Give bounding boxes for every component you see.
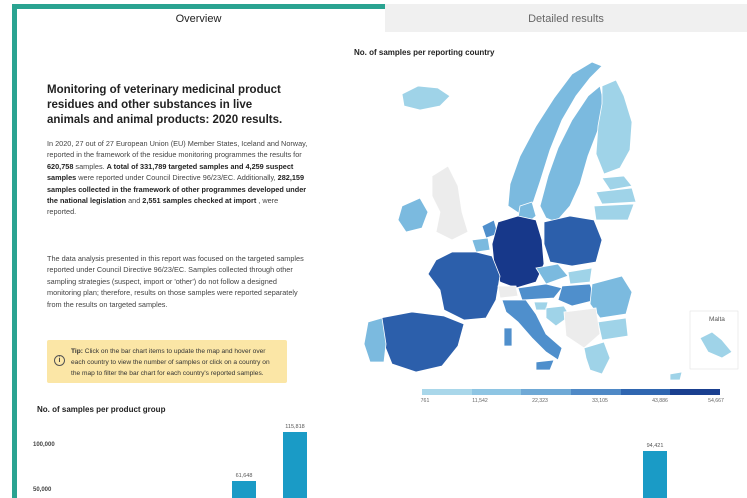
legend-tick: 54,667 bbox=[708, 398, 724, 404]
country-italy-sicily[interactable] bbox=[536, 360, 554, 370]
map-title: No. of samples per reporting country bbox=[354, 48, 495, 57]
bar[interactable] bbox=[283, 432, 307, 498]
intro-text: were reported under Council Directive 96/23/EC. Additionally, bbox=[76, 173, 278, 183]
targeted-samples: A total of 331,789 targeted samples and 4,259 suspect samples bbox=[47, 161, 294, 183]
country-italy-sardinia[interactable] bbox=[504, 328, 512, 346]
country-belgium[interactable] bbox=[472, 238, 490, 252]
country-bulgaria[interactable] bbox=[598, 318, 628, 340]
y-tick-label: 100,000 bbox=[33, 442, 55, 448]
country-malta[interactable] bbox=[700, 332, 732, 358]
country-cyprus[interactable] bbox=[670, 372, 682, 380]
report-title: Monitoring of veterinary medicinal product residues and other substances in live animals and animal products: 2020 results. bbox=[47, 84, 283, 126]
europe-map[interactable] bbox=[340, 56, 740, 391]
country-austria[interactable] bbox=[518, 284, 562, 300]
info-icon: i bbox=[54, 355, 65, 366]
tab-detailed-results[interactable]: Detailed results bbox=[385, 4, 747, 32]
tab-overview[interactable]: Overview bbox=[12, 4, 385, 38]
country-estonia[interactable] bbox=[602, 176, 632, 190]
country-lithuania[interactable] bbox=[594, 204, 634, 220]
country-spain[interactable] bbox=[380, 312, 464, 372]
analysis-paragraph: The data analysis presented in this report was focused on the targeted samples reported under Council Directive 96/23/EC. Samples collected through other sampling strategies (suspect, import or 'other') do not follow a designed monitoring plan; therefore, results on those samples were reported separately from the results on targeted samples. bbox=[47, 254, 304, 309]
intro-text: In 2020, 27 out of 27 European Union (EU) Member States, Iceland and Norway, reported in the framework of the residue monitoring programmes the results for bbox=[47, 139, 308, 160]
country-portugal[interactable] bbox=[364, 318, 386, 362]
tip-label: Tip: bbox=[71, 348, 83, 355]
total-samples: 620,758 bbox=[47, 161, 74, 171]
bar-value-label: 61,648 bbox=[235, 472, 253, 479]
legend-tick: 33,105 bbox=[592, 398, 608, 404]
active-tab-indicator bbox=[12, 4, 385, 9]
legend-tick: 11,542 bbox=[472, 398, 488, 404]
legend-tick: 22,323 bbox=[532, 398, 548, 404]
malta-label: Malta bbox=[709, 316, 725, 323]
country-latvia[interactable] bbox=[596, 188, 636, 204]
legend-tick: 43,886 bbox=[652, 398, 668, 404]
import-samples: 2,551 samples checked at import bbox=[142, 196, 257, 206]
intro-text: samples. bbox=[73, 161, 107, 171]
intro-text: , were reported. bbox=[47, 196, 279, 217]
legend-step bbox=[670, 389, 720, 395]
legend-step bbox=[571, 389, 621, 395]
legend-step bbox=[422, 389, 472, 395]
country-iceland[interactable] bbox=[402, 86, 450, 110]
country-uk bbox=[432, 166, 468, 240]
country-czechia[interactable] bbox=[536, 264, 568, 284]
bar-value-label: 94,421 bbox=[646, 443, 664, 450]
bar[interactable] bbox=[232, 481, 256, 498]
country-greece[interactable] bbox=[584, 342, 610, 374]
map-legend-scale bbox=[422, 389, 720, 395]
non-reporting-region bbox=[564, 308, 600, 348]
legend-tick: 761 bbox=[420, 398, 430, 404]
country-slovakia[interactable] bbox=[568, 268, 592, 284]
bar[interactable] bbox=[643, 451, 667, 498]
legend-step bbox=[521, 389, 571, 395]
tip-box bbox=[47, 340, 287, 383]
bar-value-label: 115,818 bbox=[285, 423, 305, 430]
other-programmes-samples: 282,159 samples collected in the framework of other programmes developed under the national legislation bbox=[47, 173, 307, 206]
tip-text: Click on the bar chart items to update the map and hover over each country to view the number of samples or click on a country on the map to filter the bar chart for each country's reported samples. bbox=[71, 348, 270, 377]
intro-paragraph bbox=[47, 138, 309, 218]
country-poland[interactable] bbox=[544, 216, 602, 266]
legend-step bbox=[472, 389, 522, 395]
y-tick-label: 50,000 bbox=[33, 487, 52, 493]
bar-chart-title: No. of samples per product group bbox=[37, 405, 166, 414]
intro-text: and bbox=[126, 196, 143, 206]
country-ireland[interactable] bbox=[398, 198, 428, 232]
panel-border bbox=[12, 4, 17, 498]
country-switzerland bbox=[498, 286, 518, 298]
country-france[interactable] bbox=[428, 252, 500, 320]
legend-step bbox=[621, 389, 671, 395]
